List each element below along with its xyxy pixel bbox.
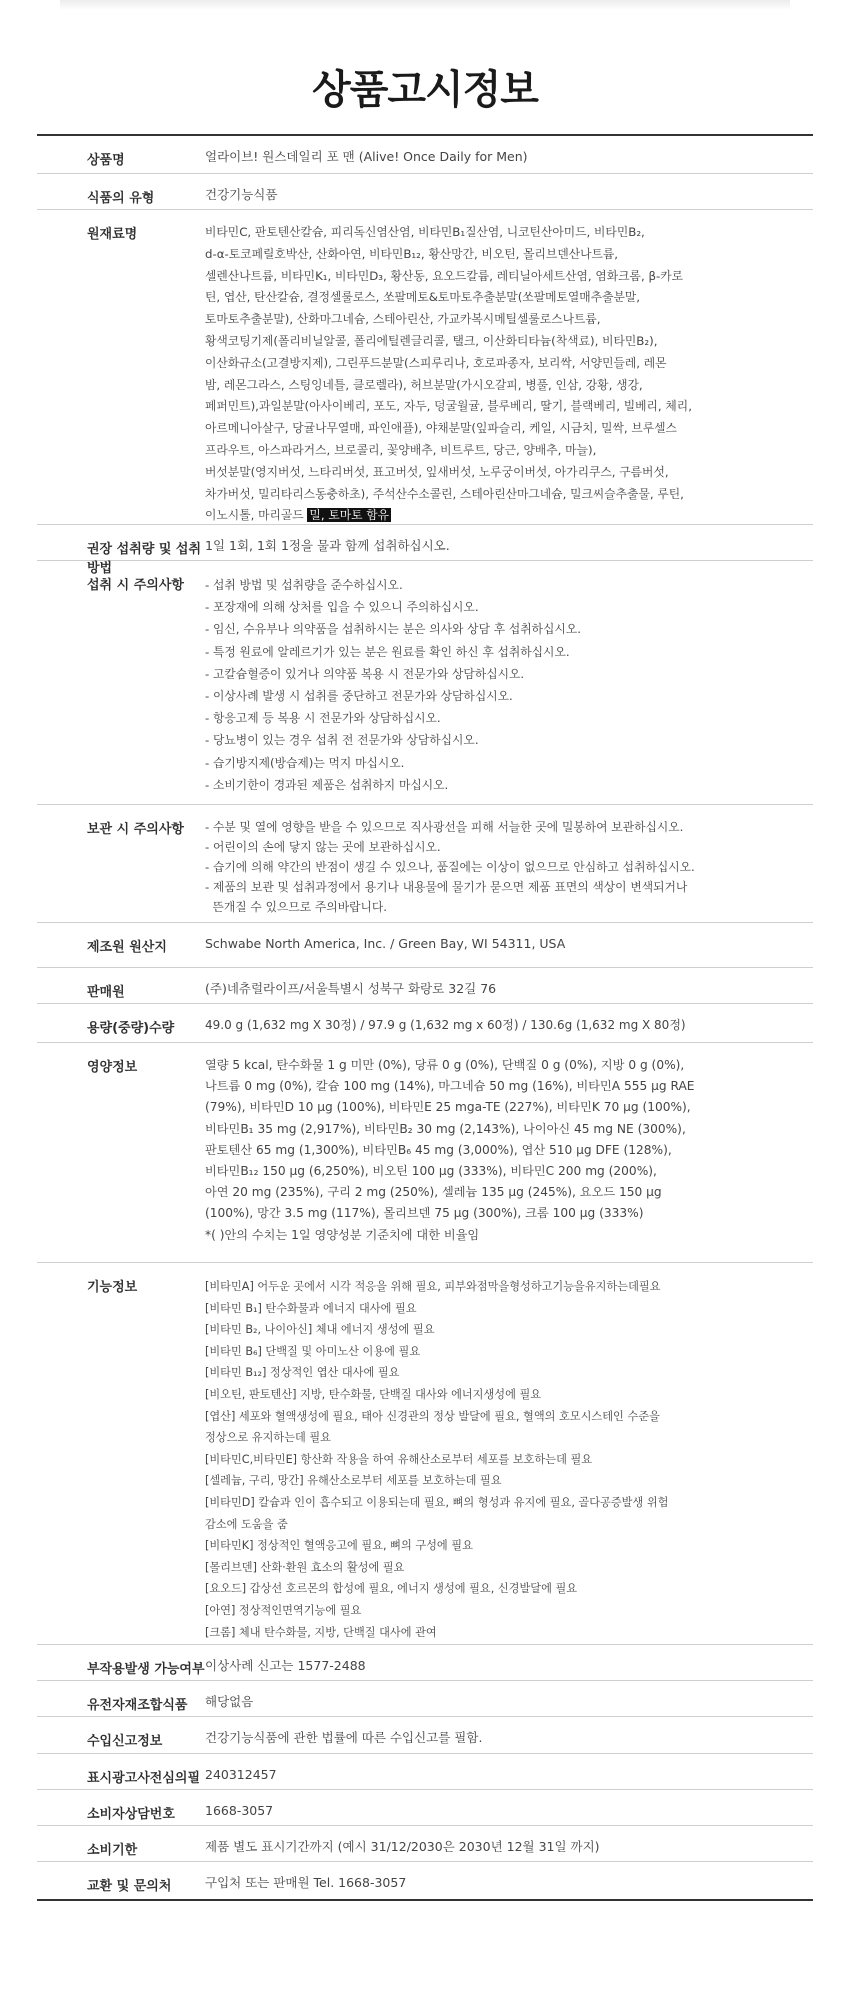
row-side-effect <box>37 1644 813 1680</box>
function-line: [비타민K] 정상적인 혈액응고에 필요, 뼈의 구성에 필요 <box>205 1539 473 1553</box>
nutrition-line: (79%), 비타민D 10 μg (100%), 비타민E 25 mga-TE (227%), 비타민K 70 μg (100%), <box>205 1100 691 1115</box>
row-value: Schwabe North America, Inc. / Green Bay, WI 54311, USA <box>205 936 566 951</box>
function-line: [비타민 B₂, 나이아신] 체내 에너지 생성에 필요 <box>205 1323 435 1337</box>
function-line: [비타민 B₁₂] 정상적인 엽산 대사에 필요 <box>205 1366 400 1380</box>
row-label: 소비기한 <box>87 1843 138 1858</box>
nutrition-line: 열량 5 kcal, 탄수화물 1 g 미만 (0%), 당류 0 g (0%), 단백질 0 g (0%), 지방 0 g (0%), <box>205 1058 685 1072</box>
row-function <box>37 1262 813 1644</box>
row-expiry <box>37 1825 813 1861</box>
row-label: 원재료명 <box>87 227 138 242</box>
caution-line: - 고칼슘혈증이 있거나 의약품 복용 시 전문가와 상담하십시오. <box>205 666 525 681</box>
row-label: 소비자상담번호 <box>87 1807 175 1822</box>
row-gmo <box>37 1680 813 1716</box>
nutrition-text <box>205 1043 813 1262</box>
storage-line: - 수분 및 열에 영향을 받을 수 있으므로 직사광선을 피해 서늘한 곳에 밀봉하여 보관하십시오. <box>205 820 684 834</box>
product-info-table <box>37 134 813 1901</box>
function-line: [요오드] 갑상선 호르몬의 합성에 필요, 에너지 생성에 필요, 신경발달에 필요 <box>205 1582 578 1596</box>
intake-caution-text <box>205 561 813 804</box>
function-line: [비타민D] 칼슘과 인이 흡수되고 이용되는데 필요, 뼈의 형성과 유지에 필요, 골다공증발생 위험 <box>205 1495 669 1509</box>
row-import <box>37 1716 813 1753</box>
ingredient-line: d-α-토코페릴호박산, 산화아연, 비타민B₁₂, 황산망간, 비오틴, 몰리브덴산나트륨, <box>205 246 619 261</box>
storage-caution-text <box>205 805 813 922</box>
nutrition-line: (100%), 망간 3.5 mg (117%), 몰리브덴 75 μg (300%), 크롬 100 μg (333%) <box>205 1206 644 1221</box>
row-label: 섭취 시 주의사항 <box>87 578 184 593</box>
row-value: 제품 별도 표시기간까지 (예시 31/12/2030은 2030년 12월 31일 까지) <box>205 1839 600 1854</box>
row-value: 구입처 또는 판매원 Tel. 1668-3057 <box>205 1875 407 1890</box>
row-label: 유전자재조합식품 <box>87 1698 188 1713</box>
row-value: 1668-3057 <box>205 1803 274 1818</box>
function-line: 감소에 도움을 줌 <box>205 1517 288 1531</box>
caution-line: - 당뇨병이 있는 경우 섭취 전 전문가와 상담하십시오. <box>205 733 479 748</box>
function-line: [크롬] 체내 탄수화물, 지방, 단백질 대사에 관여 <box>205 1625 437 1639</box>
ingredient-line: 황색코팅기제(폴리비닐알콜, 폴리에틸렌글리콜, 탤크, 이산화티타늄(착색료), 비타민B₂), <box>205 333 658 348</box>
row-label: 보관 시 주의사항 <box>87 822 184 837</box>
page-title: 상품고시정보 <box>312 67 538 113</box>
row-label: 수입신고정보 <box>87 1734 163 1749</box>
function-line: [비타민C,비타민E] 항산화 작용을 하여 유해산소로부터 세포를 보호하는데 필요 <box>205 1452 593 1466</box>
ingredient-line: 아르메니아살구, 당귤나무열매, 파인애플), 야채분말(잎파슬리, 케일, 시금치, 밀싹, 브루셀스 <box>205 421 677 436</box>
function-line: 정상으로 유지하는데 필요 <box>205 1431 331 1445</box>
ingredient-line-prefix: 이노시톨, 마리골드 <box>205 508 308 523</box>
row-label: 판매원 <box>87 985 125 1000</box>
row-value: 건강기능식품 <box>205 187 278 202</box>
function-line: [비타민A] 어두운 곳에서 시각 적응을 위해 필요, 피부와점막을형성하고기능을유지하는데필요 <box>205 1280 661 1293</box>
caution-line: - 항응고제 등 복용 시 전문가와 상담하십시오. <box>205 711 441 726</box>
row-capacity <box>37 1003 813 1042</box>
caution-line: - 특정 원료에 알레르기가 있는 분은 원료를 확인 하신 후 섭취하십시오. <box>205 644 570 659</box>
row-label: 영양정보 <box>87 1060 138 1075</box>
function-line: [엽산] 세포와 혈액생성에 필요, 태아 신경관의 정상 발달에 필요, 혈액의 호모시스테인 수준을 <box>205 1409 660 1423</box>
ingredient-line: 토마토추출분말), 산화마그네슘, 스테아린산, 가교카복시메틸셀룰로스나트륨, <box>205 312 601 327</box>
function-line: [몰리브덴] 산화·환원 효소의 활성에 필요 <box>205 1560 405 1574</box>
storage-line: 뜬개질 수 있으므로 주의바랍니다. <box>205 900 388 914</box>
row-value: 건강기능식품에 관한 법률에 따른 수입신고를 필함. <box>205 1730 483 1745</box>
row-label: 교환 및 문의처 <box>87 1879 172 1894</box>
row-value: 이상사례 신고는 1577-2488 <box>205 1658 366 1673</box>
ingredient-line: 버섯분말(영지버섯, 느타리버섯, 표고버섯, 잎새버섯, 노루궁이버섯, 아가리쿠스, 구름버섯, <box>205 464 669 479</box>
function-text <box>205 1263 813 1644</box>
row-exchange <box>37 1861 813 1899</box>
ingredient-line: 밤, 레몬그라스, 스팅잉네틀, 클로렐라), 허브분말(가시오갈피, 병풀, 인삼, 강황, 생강, <box>205 377 643 392</box>
row-ingredients <box>37 209 813 524</box>
function-line: [아연] 정상적인면역기능에 필요 <box>205 1603 362 1617</box>
row-label: 제조원 원산지 <box>87 940 167 955</box>
ingredient-line: 프라우트, 아스파라거스, 브로콜리, 꽃양배추, 비트루트, 당근, 양배추, 마늘), <box>205 442 597 457</box>
row-value: 49.0 g (1,632 mg X 30정) / 97.9 g (1,632 mg x 60정) / 130.6g (1,632 mg X 80정) <box>205 1018 686 1032</box>
caution-line: - 섭취 방법 및 섭취량을 준수하십시오. <box>205 578 403 592</box>
ingredient-line: 페퍼민트),과일분말(아사이베리, 포도, 자두, 덩굴월귤, 블루베리, 딸기, 블랙베리, 빌베리, 체리, <box>205 399 692 414</box>
row-label: 부작용발생 가능여부 <box>87 1662 205 1677</box>
row-intake-caution <box>37 560 813 804</box>
ingredient-line: 틴, 엽산, 탄산칼슘, 결정셀룰로스, 쏘팔메토&토마토추출분말(쏘팔메토열매추출분말, <box>205 290 641 305</box>
row-food-type <box>37 173 813 209</box>
row-label: 식품의 유형 <box>87 191 155 206</box>
caution-line: - 이상사례 발생 시 섭취를 중단하고 전문가와 상담하십시오. <box>205 689 513 704</box>
row-product-name <box>37 136 813 173</box>
caution-line: - 임신, 수유부나 의약품을 섭취하시는 분은 의사와 상담 후 섭취하십시오. <box>205 622 581 637</box>
caution-line: - 포장재에 의해 상처를 입을 수 있으니 주의하십시오. <box>205 600 479 615</box>
nutrition-line: 아연 20 mg (235%), 구리 2 mg (250%), 셀레늄 135 μg (245%), 요오드 150 μg <box>205 1185 662 1200</box>
row-nutrition <box>37 1042 813 1262</box>
ingredient-line: 차가버섯, 밀리타리스동충하초), 주석산수소콜린, 스테아린산마그네슘, 밀크씨슬추출물, 루틴, <box>205 486 684 501</box>
row-origin <box>37 922 813 967</box>
row-storage-caution <box>37 804 813 922</box>
top-divider-shadow <box>60 0 790 10</box>
storage-line: - 어린이의 손에 닿지 않는 곳에 보관하십시오. <box>205 840 441 854</box>
nutrition-line: 나트륨 0 mg (0%), 칼슘 100 mg (14%), 마그네슘 50 mg (16%), 비타민A 555 μg RAE <box>205 1079 695 1094</box>
ingredient-line: 비타민C, 판토텐산칼슘, 피리독신염산염, 비타민B₁질산염, 니코틴산아미드, 비타민B₂, <box>205 225 645 239</box>
nutrition-line: 비타민B₁₂ 150 μg (6,250%), 비오틴 100 μg (333%), 비타민C 200 mg (200%), <box>205 1164 657 1179</box>
row-label: 기능정보 <box>87 1280 138 1295</box>
row-ad-review <box>37 1753 813 1789</box>
function-line: [비오틴, 판토텐산] 지방, 탄수화물, 단백질 대사와 에너지생성에 필요 <box>205 1387 542 1401</box>
row-value: (주)네츄럴라이프/서울특별시 성북구 화랑로 32길 76 <box>205 981 497 996</box>
row-label: 용량(중량)수량 <box>87 1021 175 1036</box>
storage-line: - 습기에 의해 약간의 반점이 생길 수 있으나, 품질에는 이상이 없으므로 안심하고 섭취하십시오. <box>205 860 695 874</box>
row-value: 얼라이브! 원스데일리 포 맨 (Alive! Once Daily for Men) <box>205 149 528 164</box>
row-value: 해당없음 <box>205 1694 254 1709</box>
row-intake <box>37 524 813 576</box>
nutrition-line: 비타민B₁ 35 mg (2,917%), 비타민B₂ 30 mg (2,143%), 나이아신 45 mg NE (300%), <box>205 1121 686 1136</box>
ingredient-line: 이산화규소(고결방지제), 그린푸드분말(스피루리나, 호로파종자, 보리싹, 서양민들레, 레몬 <box>205 355 667 370</box>
storage-line: - 제품의 보관 및 섭취과정에서 용기나 내용물에 물기가 묻으면 제품 표면의 색상이 변색되거나 <box>205 880 688 894</box>
allergen-highlight: 밀, 토마토 함유 <box>309 508 390 523</box>
function-line: [비타민 B₁] 탄수화물과 에너지 대사에 필요 <box>205 1301 417 1315</box>
caution-line: - 소비기한이 경과된 제품은 섭취하지 마십시오. <box>205 777 449 792</box>
ingredient-line: 셀렌산나트륨, 비타민K₁, 비타민D₃, 황산동, 요오드칼륨, 레티닐아세트산염, 염화크롬, β-카로 <box>205 268 684 283</box>
row-label: 표시광고사전심의필 <box>87 1771 201 1786</box>
caution-line: - 습기방지제(방습제)는 먹지 마십시오. <box>205 755 405 770</box>
function-line: [비타민 B₆] 단백질 및 아미노산 이용에 필요 <box>205 1344 421 1358</box>
row-value: 1일 1회, 1회 1정을 물과 함께 섭취하십시오. <box>205 538 450 553</box>
nutrition-line: 판토텐산 65 mg (1,300%), 비타민B₆ 45 mg (3,000%), 엽산 510 μg DFE (128%), <box>205 1142 672 1157</box>
function-line: [셀레늄, 구리, 망간] 유해산소로부터 세포를 보호하는데 필요 <box>205 1474 502 1488</box>
row-label: 권장 섭취량 및 섭취방법 <box>87 542 202 576</box>
ingredients-text <box>205 210 813 524</box>
row-label: 상품명 <box>87 153 125 168</box>
row-consumer <box>37 1789 813 1825</box>
nutrition-footnote: *( )안의 수치는 1일 영양성분 기준치에 대한 비율임 <box>205 1227 480 1242</box>
ingredient-last-line <box>205 505 793 527</box>
row-value: 240312457 <box>205 1767 277 1782</box>
row-seller <box>37 967 813 1003</box>
